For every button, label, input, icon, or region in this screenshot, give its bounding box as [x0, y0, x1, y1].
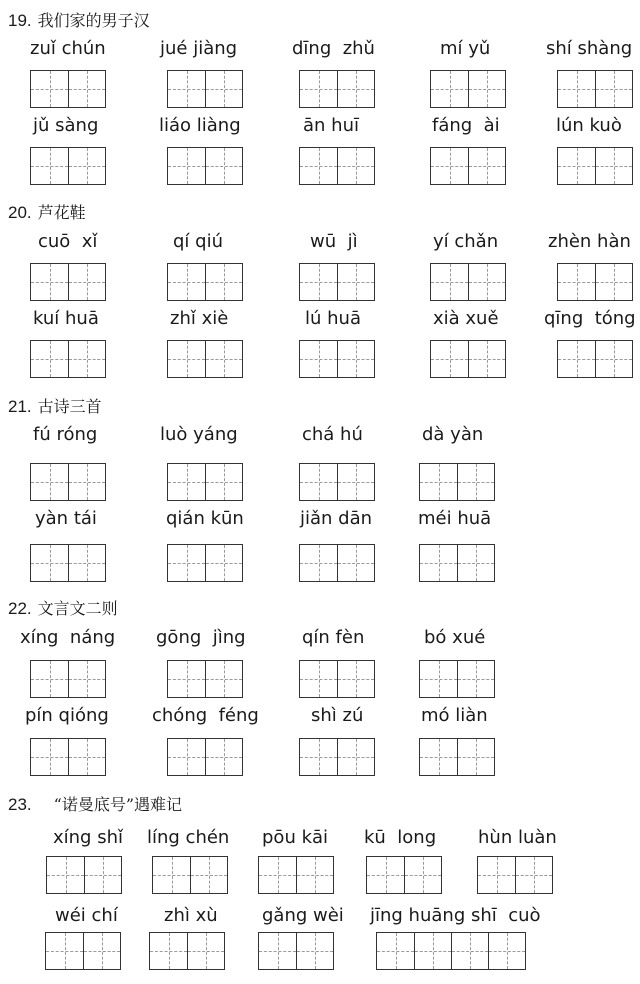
pinyin-label: qīng tóng [544, 308, 636, 329]
writing-grid[interactable] [430, 263, 506, 301]
pinyin-label: méi huā [418, 508, 492, 529]
section-name: 古诗三首 [37, 397, 102, 416]
pinyin-label: wéi chí [55, 905, 118, 926]
section-title [8, 394, 102, 417]
writing-grid[interactable] [366, 856, 442, 894]
pinyin-label: wū jì [310, 231, 358, 252]
pinyin-label: qián kūn [166, 508, 244, 529]
writing-grid[interactable] [299, 660, 375, 698]
section-number: 23. [8, 795, 32, 814]
pinyin-label: jǔ sàng [33, 115, 99, 136]
writing-grid[interactable] [419, 660, 495, 698]
section-title [8, 792, 182, 815]
pinyin-label: pín qióng [25, 705, 109, 726]
writing-grid-four[interactable] [376, 932, 526, 970]
writing-grid[interactable] [152, 856, 228, 894]
section-name: 芦花鞋 [37, 203, 86, 222]
writing-grid[interactable] [30, 463, 106, 501]
pinyin-label: yí chǎn [433, 231, 499, 252]
section-number: 20. [8, 203, 32, 222]
writing-grid[interactable] [299, 463, 375, 501]
writing-grid[interactable] [46, 856, 122, 894]
writing-grid[interactable] [299, 544, 375, 582]
writing-grid[interactable] [299, 263, 375, 301]
writing-grid[interactable] [167, 544, 243, 582]
pinyin-label: shí shàng [546, 38, 633, 59]
pinyin-label: shì zú [311, 705, 364, 726]
writing-grid[interactable] [167, 263, 243, 301]
pinyin-label: gǎng wèi [262, 905, 344, 926]
writing-grid[interactable] [258, 932, 334, 970]
writing-grid[interactable] [30, 147, 106, 185]
writing-grid[interactable] [557, 340, 633, 378]
writing-grid[interactable] [30, 660, 106, 698]
pinyin-label: dà yàn [422, 424, 484, 445]
pinyin-label: zuǐ chún [30, 38, 106, 59]
pinyin-label: mí yǔ [440, 38, 491, 59]
section-number: 21. [8, 397, 32, 416]
writing-grid[interactable] [30, 544, 106, 582]
writing-grid[interactable] [30, 340, 106, 378]
pinyin-label: jué jiàng [160, 38, 238, 59]
section-title [8, 200, 86, 223]
writing-grid[interactable] [258, 856, 334, 894]
pinyin-label: dīng zhǔ [292, 38, 375, 59]
pinyin-label: cuō xǐ [38, 231, 98, 252]
writing-grid[interactable] [167, 70, 243, 108]
writing-grid[interactable] [557, 263, 633, 301]
section-title [8, 8, 150, 31]
pinyin-label: lú huā [305, 308, 361, 329]
writing-grid[interactable] [419, 463, 495, 501]
pinyin-label: zhǐ xiè [170, 308, 229, 329]
pinyin-label: jiǎn dān [300, 508, 373, 529]
pinyin-label: bó xué [424, 627, 486, 648]
writing-grid[interactable] [30, 70, 106, 108]
pinyin-label: xià xuě [433, 308, 499, 329]
pinyin-label: líng chén [147, 827, 230, 848]
pinyin-label: pōu kāi [262, 827, 329, 848]
pinyin-label: jīng huāng shī cuò [370, 905, 541, 926]
writing-grid[interactable] [430, 70, 506, 108]
pinyin-label: lún kuò [556, 115, 622, 136]
writing-grid[interactable] [167, 340, 243, 378]
pinyin-label: xíng náng [20, 627, 116, 648]
pinyin-label: hùn luàn [478, 827, 557, 848]
writing-grid[interactable] [167, 147, 243, 185]
pinyin-label: kū long [364, 827, 437, 848]
writing-grid[interactable] [45, 932, 121, 970]
writing-grid[interactable] [167, 463, 243, 501]
pinyin-label: fáng ài [432, 115, 500, 136]
writing-grid[interactable] [430, 340, 506, 378]
pinyin-label: mó liàn [421, 705, 488, 726]
writing-grid[interactable] [419, 544, 495, 582]
pinyin-label: luò yáng [160, 424, 238, 445]
pinyin-label: xíng shǐ [53, 827, 123, 848]
pinyin-label: kuí huā [33, 308, 99, 329]
pinyin-label: gōng jìng [156, 627, 246, 648]
pinyin-label: qín fèn [302, 627, 365, 648]
pinyin-label: yàn tái [35, 508, 97, 529]
pinyin-label: chóng féng [152, 705, 259, 726]
pinyin-label: fú róng [33, 424, 98, 445]
section-title [8, 596, 118, 619]
section-number: 22. [8, 599, 32, 618]
writing-grid[interactable] [557, 147, 633, 185]
writing-grid[interactable] [299, 340, 375, 378]
writing-grid[interactable] [299, 70, 375, 108]
writing-grid[interactable] [167, 660, 243, 698]
writing-grid[interactable] [477, 856, 553, 894]
pinyin-label: zhì xù [164, 905, 218, 926]
writing-grid[interactable] [167, 738, 243, 776]
writing-grid[interactable] [149, 932, 225, 970]
pinyin-label: qí qiú [173, 231, 223, 252]
pinyin-label: ān huī [303, 115, 359, 136]
writing-grid[interactable] [299, 147, 375, 185]
section-name: 我们家的男子汉 [37, 11, 150, 30]
writing-grid[interactable] [30, 263, 106, 301]
section-name: 文言文二则 [37, 599, 118, 618]
writing-grid[interactable] [419, 738, 495, 776]
writing-grid[interactable] [430, 147, 506, 185]
section-number: 19. [8, 11, 32, 30]
pinyin-label: chá hú [302, 424, 363, 445]
section-name: “诺曼底号”遇难记 [53, 795, 183, 814]
writing-grid[interactable] [299, 738, 375, 776]
pinyin-label: liáo liàng [159, 115, 241, 136]
writing-grid[interactable] [30, 738, 106, 776]
pinyin-label: zhèn hàn [548, 231, 631, 252]
writing-grid[interactable] [557, 70, 633, 108]
